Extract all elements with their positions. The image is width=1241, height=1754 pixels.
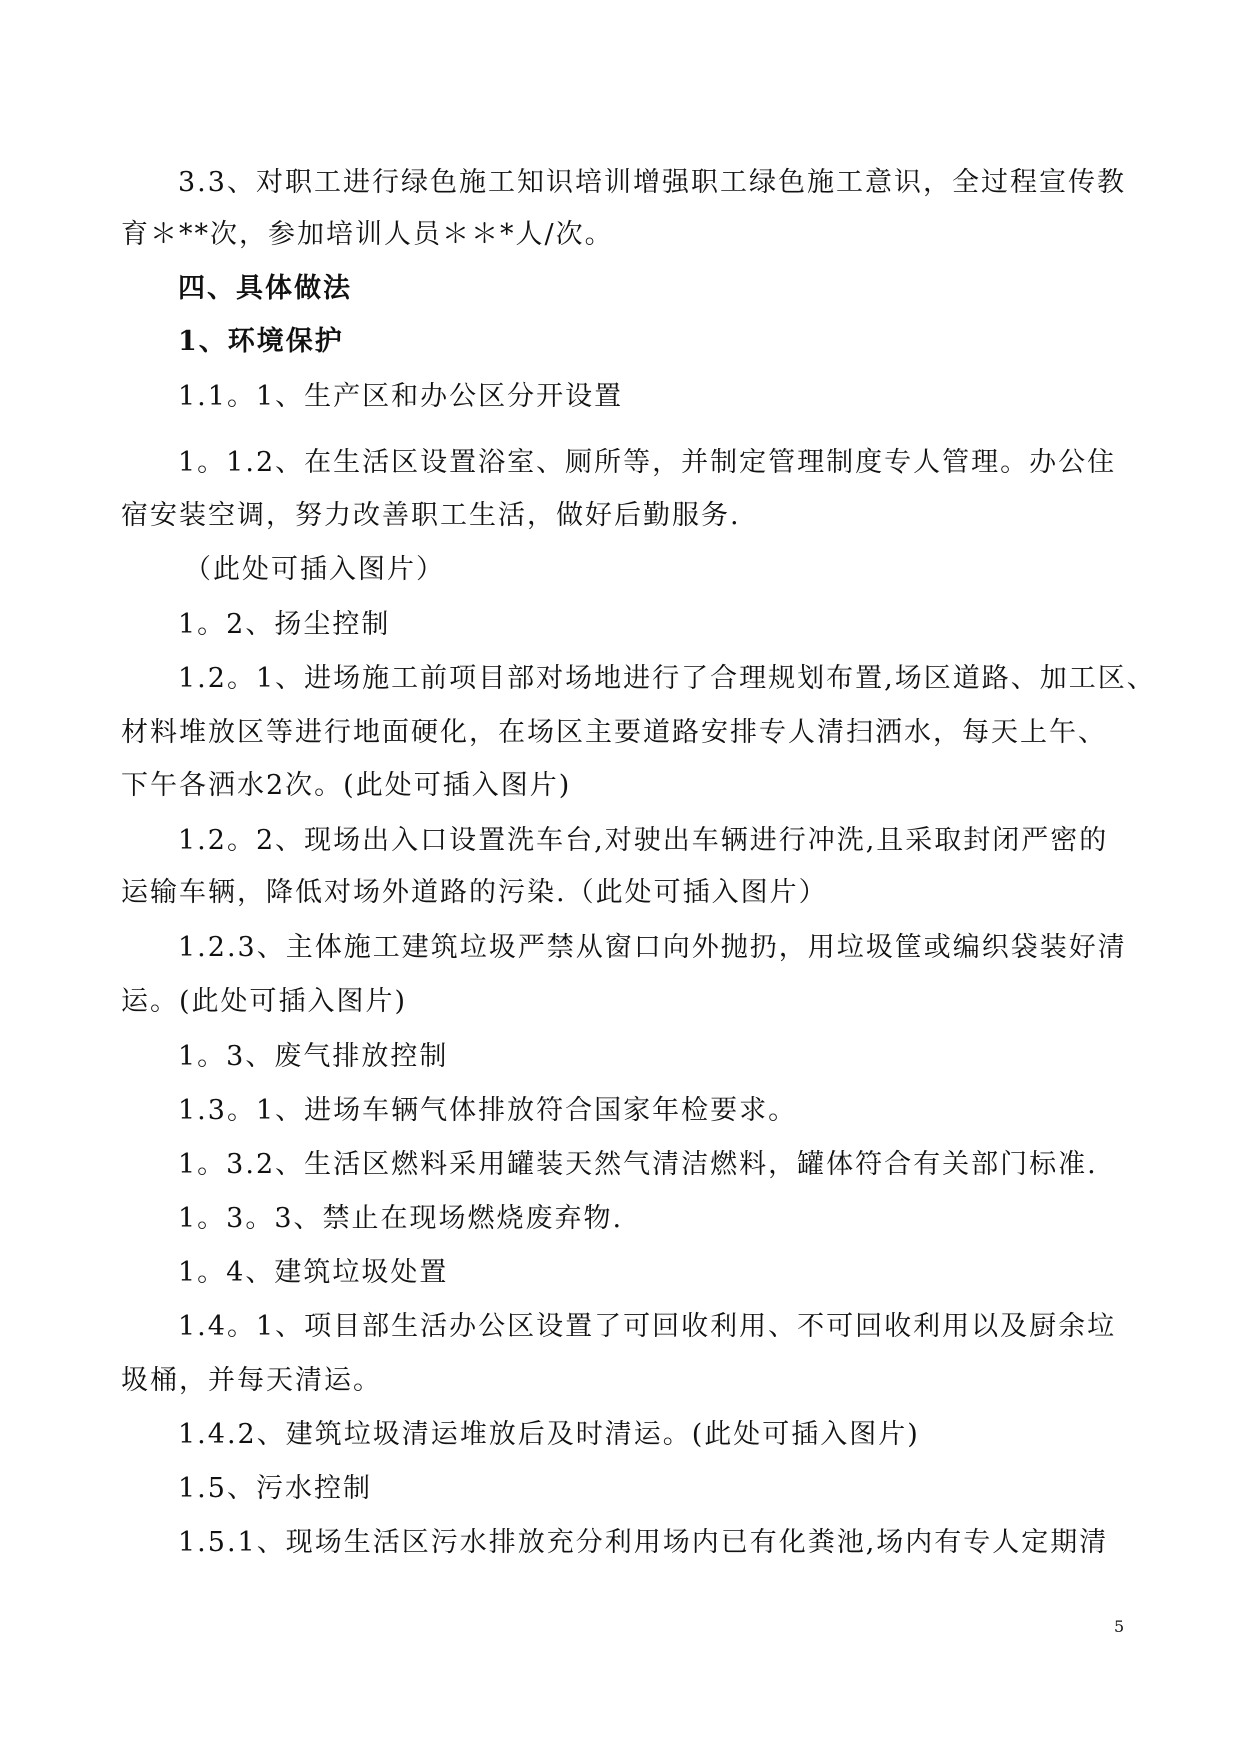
page-number: 5: [1114, 1617, 1125, 1636]
text-line: 育＊**次，参加培训人员＊＊*人/次。: [121, 219, 614, 250]
section-heading: 四、具体做法: [178, 273, 352, 304]
text-line: 1.2。2、现场出入口设置洗车台,对驶出车辆进行冲洗,且采取封闭严密的: [178, 825, 1109, 856]
text-line: 1.5.1、现场生活区污水排放充分利用场内已有化粪池,场内有专人定期清: [178, 1527, 1109, 1558]
text-line: 1.2.3、主体施工建筑垃圾严禁从窗口向外抛扔，用垃圾筐或编织袋装好清: [178, 932, 1127, 963]
text-line: 材料堆放区等进行地面硬化，在场区主要道路安排专人清扫洒水，每天上午、: [121, 717, 1107, 748]
text-line: 圾桶，并每天清运。: [121, 1365, 382, 1396]
text-line: 3.3、对职工进行绿色施工知识培训增强职工绿色施工意识，全过程宣传教: [178, 167, 1126, 198]
text-line: 1。3.2、生活区燃料采用罐装天然气清洁燃料，罐体符合有关部门标准.: [178, 1149, 1098, 1180]
text-line: 运。(此处可插入图片): [121, 986, 408, 1017]
text-line: 宿安装空调，努力改善职工生活，做好后勤服务.: [121, 500, 741, 531]
text-line: 1.1。1、生产区和办公区分开设置: [178, 381, 624, 412]
subsection-heading: 1、环境保护: [178, 326, 344, 357]
text-line: 1.5、污水控制: [178, 1473, 372, 1504]
text-line: 下午各洒水2次。(此处可插入图片): [121, 770, 572, 801]
text-line: 1.4.2、建筑垃圾清运堆放后及时清运。(此处可插入图片): [178, 1419, 920, 1450]
text-line: 1。2、扬尘控制: [178, 609, 391, 640]
text-line: 1。3、废气排放控制: [178, 1041, 449, 1072]
image-placeholder-note: （此处可插入图片）: [184, 554, 445, 585]
text-line: 运输车辆，降低对场外道路的污染.（此处可插入图片）: [121, 877, 828, 908]
text-line: 1.4。1、项目部生活办公区设置了可回收利用、不可回收利用以及厨余垃: [178, 1311, 1117, 1342]
text-line: 1.2。1、进场施工前项目部对场地进行了合理规划布置,场区道路、加工区、: [178, 663, 1156, 694]
text-line: 1。3。3、禁止在现场燃烧废弃物.: [178, 1203, 624, 1234]
text-line: 1。4、建筑垃圾处置: [178, 1257, 449, 1288]
text-line: 1。1.2、在生活区设置浴室、厕所等，并制定管理制度专人管理。办公住: [178, 447, 1117, 478]
text-line: 1.3。1、进场车辆气体排放符合国家年检要求。: [178, 1095, 798, 1126]
